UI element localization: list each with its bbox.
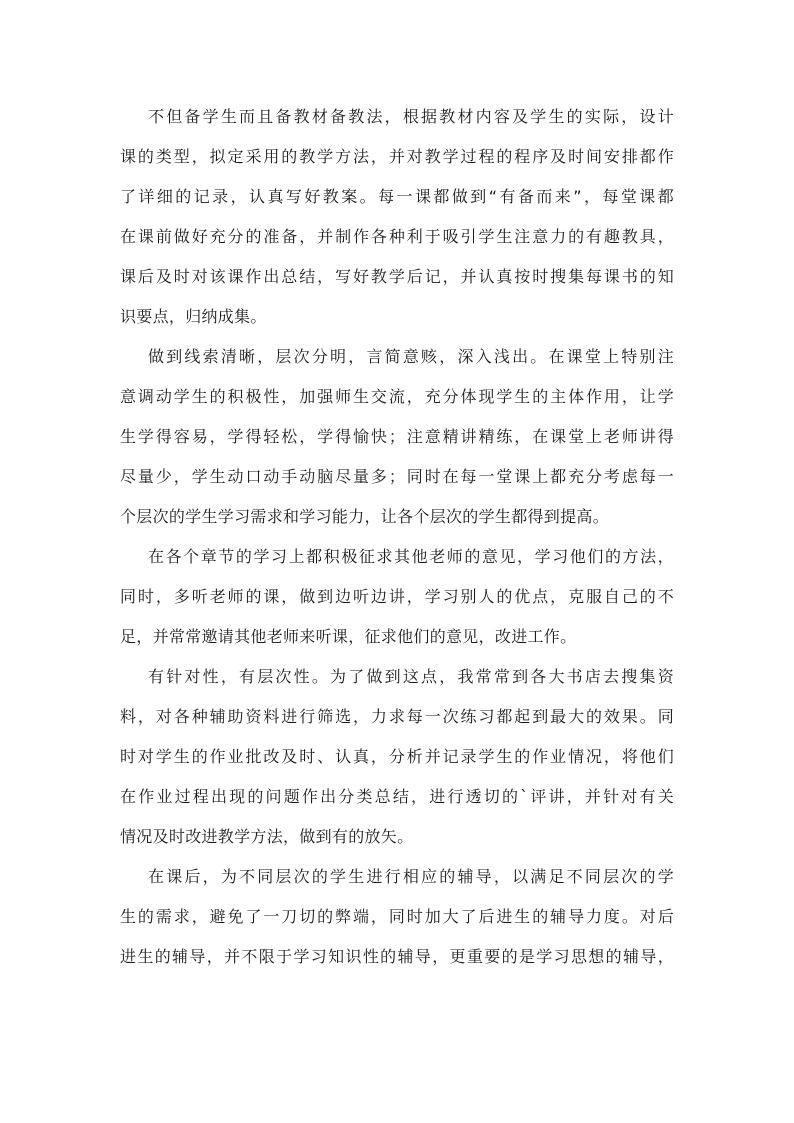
text-line: 尽量少，学生动口动手动脑尽量多；同时在每一堂课上都充分考虑每一 (120, 467, 674, 486)
paragraph-4 (120, 663, 674, 863)
paragraph-2 (120, 343, 674, 543)
document-body (120, 103, 674, 983)
text-line: 不但备学生而且备教材备教法，根据教材内容及学生的实际，设计 (148, 107, 674, 126)
text-line: 课后及时对该课作出总结，写好教学后记，并认真按时搜集每课书的知 (120, 267, 674, 286)
text-line: 了详细的记录，认真写好教案。每一课都做到“有备而来”，每堂课都 (120, 187, 674, 206)
text-line: 在作业过程出现的问题作出分类总结，进行透切的`评讲，并针对有关 (120, 787, 674, 806)
text-line: 个层次的学生学习需求和学习能力，让各个层次的学生都得到提高。 (120, 507, 610, 526)
text-line: 做到线索清晰，层次分明，言简意赅，深入浅出。在课堂上特别注 (148, 347, 674, 366)
text-line: 足，并常常邀请其他老师来听课，征求他们的意见，改进工作。 (120, 627, 577, 646)
text-line: 课的类型，拟定采用的教学方法，并对教学过程的程序及时间安排都作 (120, 147, 674, 166)
text-line: 在课前做好充分的准备，并制作各种利于吸引学生注意力的有趣教具， (120, 227, 674, 246)
paragraph-1 (120, 103, 674, 343)
paragraph-5 (120, 863, 674, 983)
text-line: 情况及时改进教学方法，做到有的放矢。 (120, 827, 414, 846)
text-line: 有针对性，有层次性。为了做到这点，我常常到各大书店去搜集资 (148, 667, 674, 686)
text-line: 识要点，归纳成集。 (120, 307, 267, 326)
text-line: 进生的辅导，并不限于学习知识性的辅导，更重要的是学习思想的辅导， (120, 947, 674, 966)
text-line: 时对学生的作业批改及时、认真，分析并记录学生的作业情况，将他们 (120, 747, 674, 766)
text-line: 同时，多听老师的课，做到边听边讲，学习别人的优点，克服自己的不 (120, 587, 674, 606)
text-line: 在各个章节的学习上都积极征求其他老师的意见，学习他们的方法， (148, 547, 674, 566)
text-line: 意调动学生的积极性，加强师生交流，充分体现学生的主体作用，让学 (120, 387, 674, 406)
text-line: 生学得容易，学得轻松，学得愉快；注意精讲精练，在课堂上老师讲得 (120, 427, 674, 446)
paragraph-3 (120, 543, 674, 663)
text-line: 料，对各种辅助资料进行筛选，力求每一次练习都起到最大的效果。同 (120, 707, 674, 726)
text-line: 在课后，为不同层次的学生进行相应的辅导，以满足不同层次的学 (148, 867, 674, 886)
text-line: 生的需求，避免了一刀切的弊端，同时加大了后进生的辅导力度。对后 (120, 907, 674, 926)
